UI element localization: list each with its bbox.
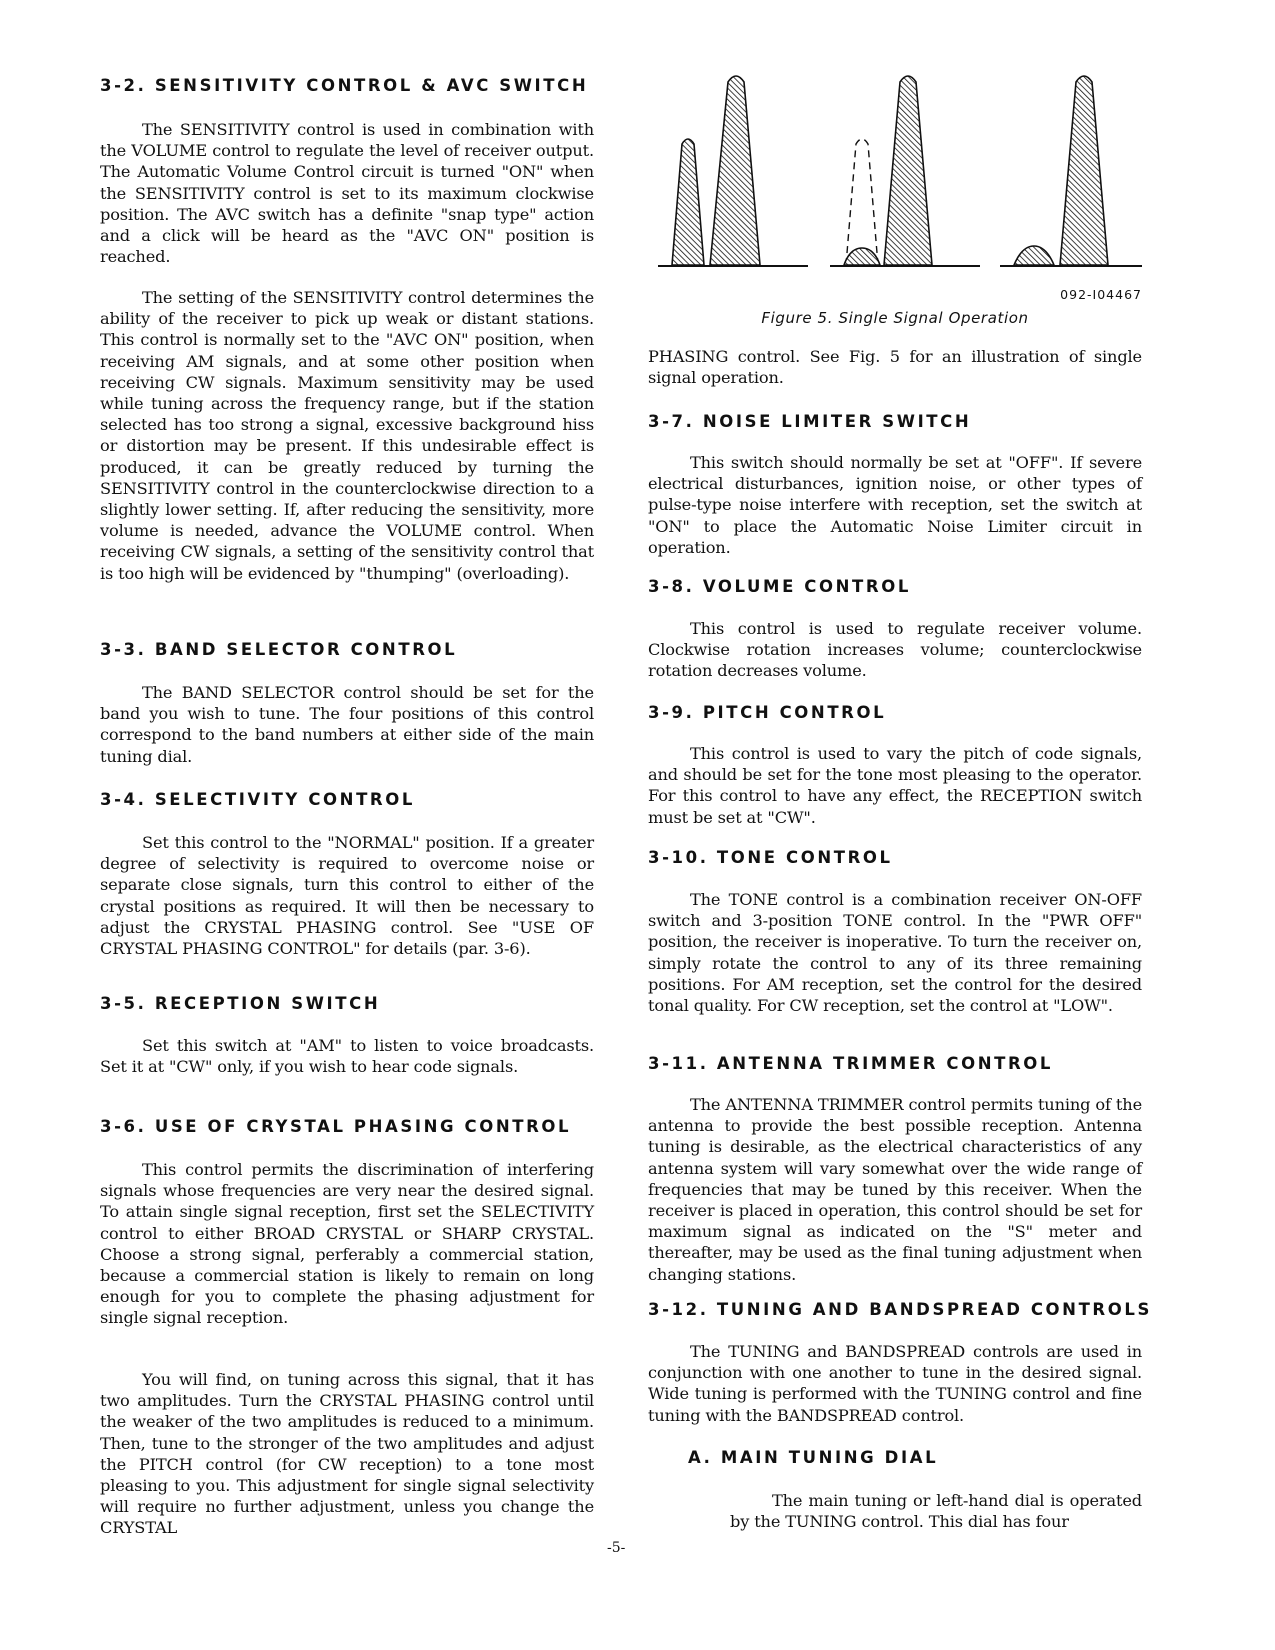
subsection-heading: A. MAIN TUNING DIAL bbox=[688, 1448, 939, 1467]
paragraph: The TUNING and BANDSPREAD controls are used in conjunction with one another to tune in the desired signal. Wide tuning is performed with the TUNING control and fine tuning with the BANDSPREAD control. bbox=[648, 1342, 1142, 1425]
section-3-10-para-1 bbox=[648, 889, 1142, 1016]
section-heading: 3-9. PITCH CONTROL bbox=[648, 703, 887, 722]
section-heading: 3-7. NOISE LIMITER SWITCH bbox=[648, 412, 972, 431]
section-3-6-continuation bbox=[648, 346, 1142, 388]
section-3-7 bbox=[648, 412, 1142, 431]
section-3-11 bbox=[648, 1054, 1142, 1073]
section-3-2-para-1 bbox=[100, 119, 594, 267]
paragraph: The setting of the SENSITIVITY control determines the ability of the receiver to pick up weak or distant stations. This control is normally set to the "AVC ON" position, when receiving AM signals, and at some other position when receiving CW signals. Maximum sensitivity may be used while tuning across the frequency range, but if the station selected has too strong a signal, excessive background hiss or distortion may be present. If this undesirable effect is produced, it can be greatly reduced by turning the SENSITIVITY control in the counterclockwise direction to a slightly lower setting. If, after reducing the sensitivity, more volume is needed, advance the VOLUME control. When receiving CW signals, a setting of the sensitivity control that is too high will be evidenced by "thumping" (overloading). bbox=[100, 288, 594, 583]
section-3-3 bbox=[100, 640, 594, 659]
paragraph: This control is used to regulate receiver volume. Clockwise rotation increases volume; counterclockwise rotation decreases volume. bbox=[648, 619, 1142, 681]
subsection-a-para bbox=[730, 1490, 1142, 1532]
paragraph: You will find, on tuning across this signal, that it has two amplitudes. Turn the CRYSTAL PHASING control until the weaker of the two amplitudes is reduced to a minimum. Then, tune to the stronger of the two amplitudes and adjust the PITCH control (for CW reception) to a tone most pleasing to you. This adjustment for single signal selectivity will require no further adjustment, unless you change the CRYSTAL bbox=[100, 1370, 594, 1538]
section-heading: 3-4. SELECTIVITY CONTROL bbox=[100, 790, 415, 809]
paragraph: This control is used to vary the pitch of code signals, and should be set for the tone most pleasing to the operator. For this control to have any effect, the RECEPTION switch must be set at "CW". bbox=[648, 744, 1142, 827]
section-3-5 bbox=[100, 994, 594, 1013]
paragraph: This control permits the discrimination of interfering signals whose frequencies are very near the desired signal. To attain single signal reception, first set the SELECTIVITY control to either BROAD CRYSTAL or SHARP CRYSTAL. Choose a strong signal, perferably a commercial station, because a commercial station is likely to remain on long enough for you to complete the phasing adjustment for single signal reception. bbox=[100, 1160, 594, 1328]
section-3-4-para-1 bbox=[100, 832, 594, 959]
figure-5 bbox=[648, 60, 1142, 275]
section-3-6-para-1 bbox=[100, 1159, 594, 1329]
section-heading: 3-12. TUNING AND BANDSPREAD CONTROLS bbox=[648, 1300, 1152, 1319]
section-3-11-para-1 bbox=[648, 1094, 1142, 1285]
paragraph: Set this control to the "NORMAL" position. If a greater degree of selectivity is required to overcome noise or separate close signals, turn this control to either of the crystal positions as required. It will then be necessary to adjust the CRYSTAL PHASING control. See "USE OF CRYSTAL PHASING CONTROL" for details (par. 3-6). bbox=[100, 833, 594, 959]
section-3-10 bbox=[648, 848, 1142, 867]
paragraph: The BAND SELECTOR control should be set for the band you wish to tune. The four positions of this control correspond to the band numbers at either side of the main tuning dial. bbox=[100, 683, 594, 766]
section-heading: 3-10. TONE CONTROL bbox=[648, 848, 893, 867]
panel-2 bbox=[830, 76, 980, 266]
section-3-2-para-2 bbox=[100, 287, 594, 584]
section-3-12-para-1 bbox=[648, 1341, 1142, 1426]
paragraph: The ANTENNA TRIMMER control permits tuning of the antenna to provide the best possible reception. Antenna tuning is desirable, as the electrical characteristics of any antenna system will vary somewhat over the wide range of frequencies that may be tuned by this receiver. When the receiver is placed in operation, this control should be set for maximum signal as indicated on the "S" meter and thereafter, may be used as the final tuning adjustment when changing stations. bbox=[648, 1095, 1142, 1284]
section-3-9-para-1 bbox=[648, 743, 1142, 828]
section-heading: 3-8. VOLUME CONTROL bbox=[648, 577, 911, 596]
section-3-2 bbox=[100, 76, 594, 95]
panel-1 bbox=[658, 76, 808, 266]
section-heading: 3-6. USE OF CRYSTAL PHASING CONTROL bbox=[100, 1117, 572, 1136]
section-3-6 bbox=[100, 1117, 594, 1136]
paragraph: The TONE control is a combination receiver ON-OFF switch and 3-position TONE control. In the "PWR OFF" position, the receiver is inoperative. To turn the receiver on, simply rotate the control to any of its three remaining positions. For AM reception, set the control for the desired tonal quality. For CW reception, set the control at "LOW". bbox=[648, 890, 1142, 1016]
section-3-9 bbox=[648, 703, 1142, 722]
paragraph: This switch should normally be set at "OFF". If severe electrical disturbances, ignition noise, or other types of pulse-type noise interfere with reception, set the switch at "ON" to place the Automatic Noise Limiter circuit in operation. bbox=[648, 453, 1142, 557]
section-3-8 bbox=[648, 577, 1142, 596]
figure-code: 092-I04467 bbox=[1060, 287, 1142, 302]
paragraph: PHASING control. See Fig. 5 for an illustration of single signal operation. bbox=[648, 347, 1142, 388]
paragraph: The main tuning or left-hand dial is operated by the TUNING control. This dial has four bbox=[730, 1491, 1142, 1532]
figure-caption: Figure 5. Single Signal Operation bbox=[761, 309, 1029, 327]
section-heading: 3-5. RECEPTION SWITCH bbox=[100, 994, 381, 1013]
paragraph: Set this switch at "AM" to listen to voice broadcasts. Set it at "CW" only, if you wish to hear code signals. bbox=[100, 1036, 594, 1077]
section-3-5-para-1 bbox=[100, 1035, 594, 1077]
signal-peaks-figure bbox=[648, 60, 1142, 275]
section-heading: 3-3. BAND SELECTOR CONTROL bbox=[100, 640, 458, 659]
subsection-a bbox=[688, 1448, 1182, 1467]
section-3-4 bbox=[100, 790, 594, 809]
panel-3 bbox=[1000, 76, 1142, 266]
section-3-7-para-1 bbox=[648, 452, 1142, 558]
paragraph: The SENSITIVITY control is used in combination with the VOLUME control to regulate the level of receiver output. The Automatic Volume Control circuit is turned "ON" when the SENSITIVITY control is set to its maximum clockwise position. The AVC switch has a definite "snap type" action and a click will be heard as the "AVC ON" position is reached. bbox=[100, 120, 594, 267]
section-heading: 3-11. ANTENNA TRIMMER CONTROL bbox=[648, 1054, 1054, 1073]
section-3-6-para-2 bbox=[100, 1369, 594, 1539]
section-3-12 bbox=[648, 1300, 1152, 1319]
page-number: -5- bbox=[607, 1540, 626, 1556]
section-3-8-para-1 bbox=[648, 618, 1142, 682]
section-3-3-para-1 bbox=[100, 682, 594, 767]
section-heading: 3-2. SENSITIVITY CONTROL & AVC SWITCH bbox=[100, 76, 589, 95]
